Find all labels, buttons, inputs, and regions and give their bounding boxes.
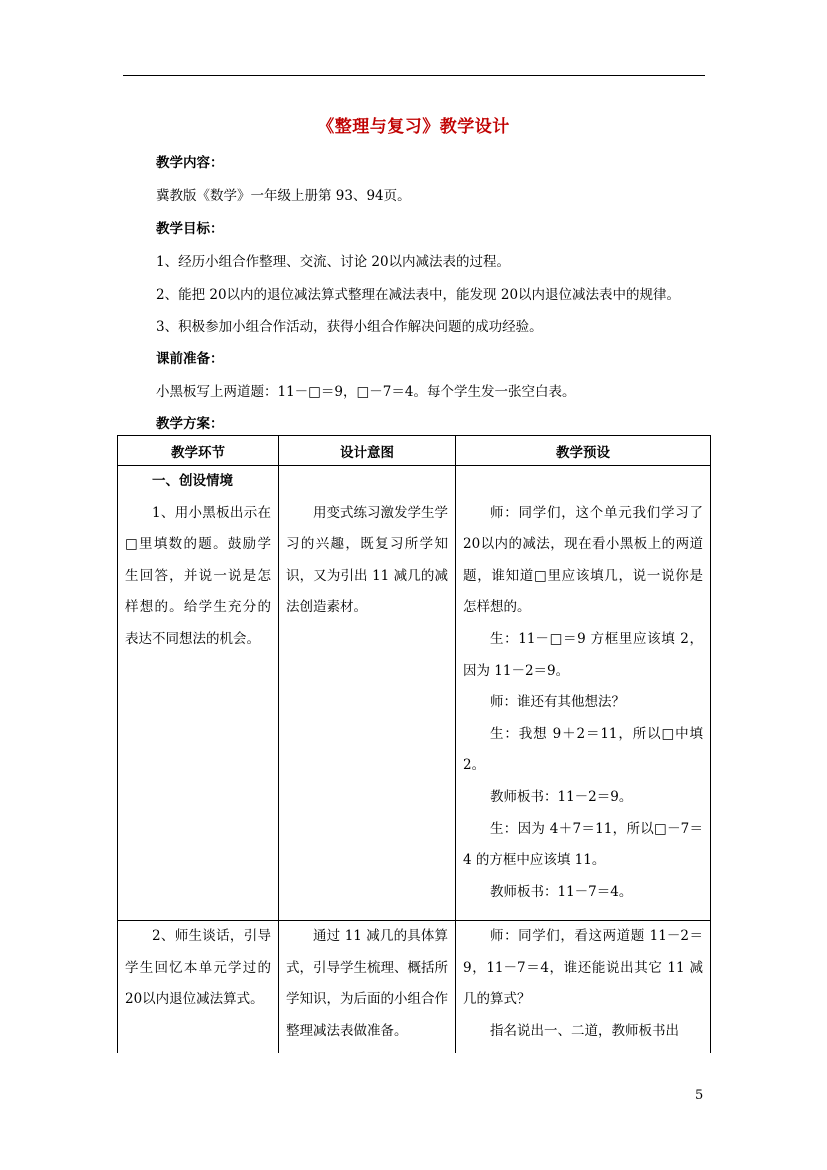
header-stage: 教学环节	[118, 436, 279, 466]
preset-line: 师：谁还有其他想法？	[490, 694, 625, 711]
stage-text: 2、师生谈话，引导学生回忆本单元学过的 20以内退位减法算式。	[125, 928, 271, 1008]
preset-line: 生：因为 4＋7＝11，所以□－7＝4 的方框中应该填 11。	[463, 820, 703, 869]
stage-text: 1、用小黑板出示在□里填数的题。鼓励学生回答，并说一说是怎样想的。给学生充分的表达不同想法的机会。	[125, 504, 271, 647]
preset-line: 教师板书：11－2＝9。	[490, 788, 633, 805]
stage-cell	[118, 466, 279, 921]
document-title: 《整理与复习》教学设计	[317, 117, 510, 137]
intent-cell	[279, 466, 456, 921]
plan-heading: 教学方案：	[156, 416, 224, 432]
intent-cell	[279, 921, 456, 1054]
stage-title: 一、创设情境	[152, 473, 233, 489]
preset-line: 教师板书：11－7＝4。	[490, 883, 633, 900]
table-row	[118, 921, 711, 1054]
preset-cell	[456, 466, 711, 921]
preset-line: 生：我想 9＋2＝11，所以□中填2。	[463, 725, 703, 774]
table-header-row	[118, 436, 711, 466]
stage-cell	[118, 921, 279, 1054]
preset-line: 师：同学们，看这两道题 11－2＝9，11－7＝4，谁还能说出其它 11 减几的算式？	[463, 928, 703, 1008]
prep-text: 小黑板写上两道题：11－□＝9，□－7＝4。每个学生发一张空白表。	[156, 384, 576, 400]
header-intent: 设计意图	[279, 436, 456, 466]
preset-line: 生：11－□＝9 方框里应该填 2，因为 11－2＝9。	[463, 630, 703, 679]
preset-cell	[456, 921, 711, 1054]
prep-heading: 课前准备：	[156, 351, 224, 367]
content-heading: 教学内容：	[156, 155, 224, 171]
preset-line: 师：同学们，这个单元我们学习了 20以内的减法，现在看小黑板上的两道题，谁知道□里应该填几，说一说你是怎样想的。	[463, 504, 703, 616]
goal-item-2: 2、能把 20以内的退位减法算式整理在减法表中，能发现 20以内退位减法表中的规律。	[156, 287, 681, 303]
intent-text: 通过 11 减几的具体算式，引导学生梳理、概括所学知识，为后面的小组合作整理减法表做准备。	[286, 928, 448, 1039]
teaching-plan-table	[117, 435, 711, 1053]
goals-heading: 教学目标：	[156, 221, 224, 237]
preset-line: 指名说出一、二道，教师板书出	[490, 1022, 679, 1039]
content-text: 冀教版《数学》一年级上册第 93、94页。	[156, 188, 411, 204]
table-row	[118, 466, 711, 921]
intent-text: 用变式练习激发学生学习的兴趣，既复习所学知识，又为引出 11 减几的减法创造素材。	[286, 504, 448, 616]
goal-item-3: 3、积极参加小组合作活动，获得小组合作解决问题的成功经验。	[156, 319, 543, 335]
goal-item-1: 1、经历小组合作整理、交流、讨论 20以内减法表的过程。	[156, 254, 511, 270]
header-preset: 教学预设	[456, 436, 711, 466]
header-rule	[123, 75, 705, 76]
page-number: 5	[695, 1088, 704, 1103]
